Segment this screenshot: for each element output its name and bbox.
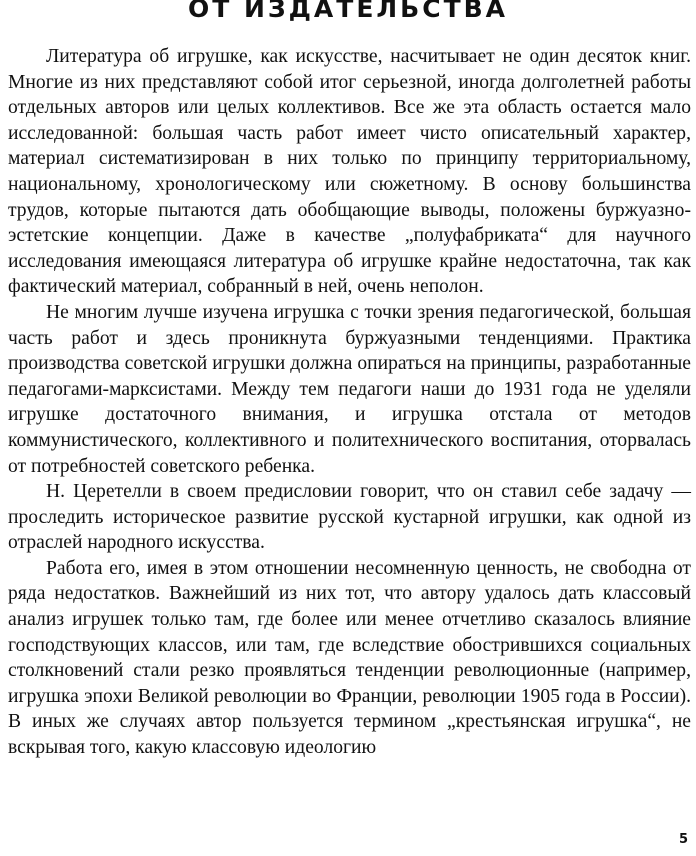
paragraph-4: Работа его, имея в этом отношении несомненную ценность, не свободна от ряда недостатков. Важнейший из них тот, что автору удалось дать классовый анализ игрушек только там, где более или менее отчетливо сказалось влияние господствующих классов, или там, где вследствие обострившихся социальных столкновений стали резко проявляться тенденции революционные (например, игрушка эпохи Великой революции во Франции, революции 1905 года в России). В иных же случаях автор пользуется термином „крестьянская игрушка“, не вскрывая того, какую классовую идеологию [8, 557, 691, 759]
body-text [8, 44, 691, 761]
paragraph-1: Литература об игрушке, как искусстве, насчитывает не один десяток книг. Многие из них представляют собой итог серьезной, иногда долголетней работы отдельных авторов или целых коллективов. Все же эта область остается мало исследованной: большая часть работ имеет чисто описательный характер, материал систематизирован в них только по принципу территориальному, национальному, хронологическому или сюжетному. В основу большинства трудов, которые пытаются дать обобщающие выводы, положены буржуазно-эстетские концепции. Даже в качестве „полуфабриката“ для научного исследования имеющаяся литература об игрушке крайне недостаточна, так как фактический материал, собранный в ней, очень неполон. [8, 46, 691, 298]
paragraph-3: Н. Церетелли в своем предисловии говорит, что он ставил себе задачу — проследить историческое развитие русской кустарной игрушки, как одной из отраслей народного искусства. [8, 481, 691, 554]
page-title: ОТ ИЗДАТЕЛЬСТВА [187, 0, 509, 23]
paragraph-2: Не многим лучше изучена игрушка с точки зрения педагогической, большая часть работ и здесь проникнута буржуазными тенденциями. Практика производства советской игрушки должна опираться на принципы, разработанные педагогами-марксистами. Между тем педагоги наши до 1931 года не уделяли игрушке достаточного внимания, и игрушка отстала от методов коммунистического, коллективного и политехнического воспитания, оторвалась от потребностей советского ребенка. [8, 301, 691, 477]
page-number: 5 [678, 832, 688, 847]
